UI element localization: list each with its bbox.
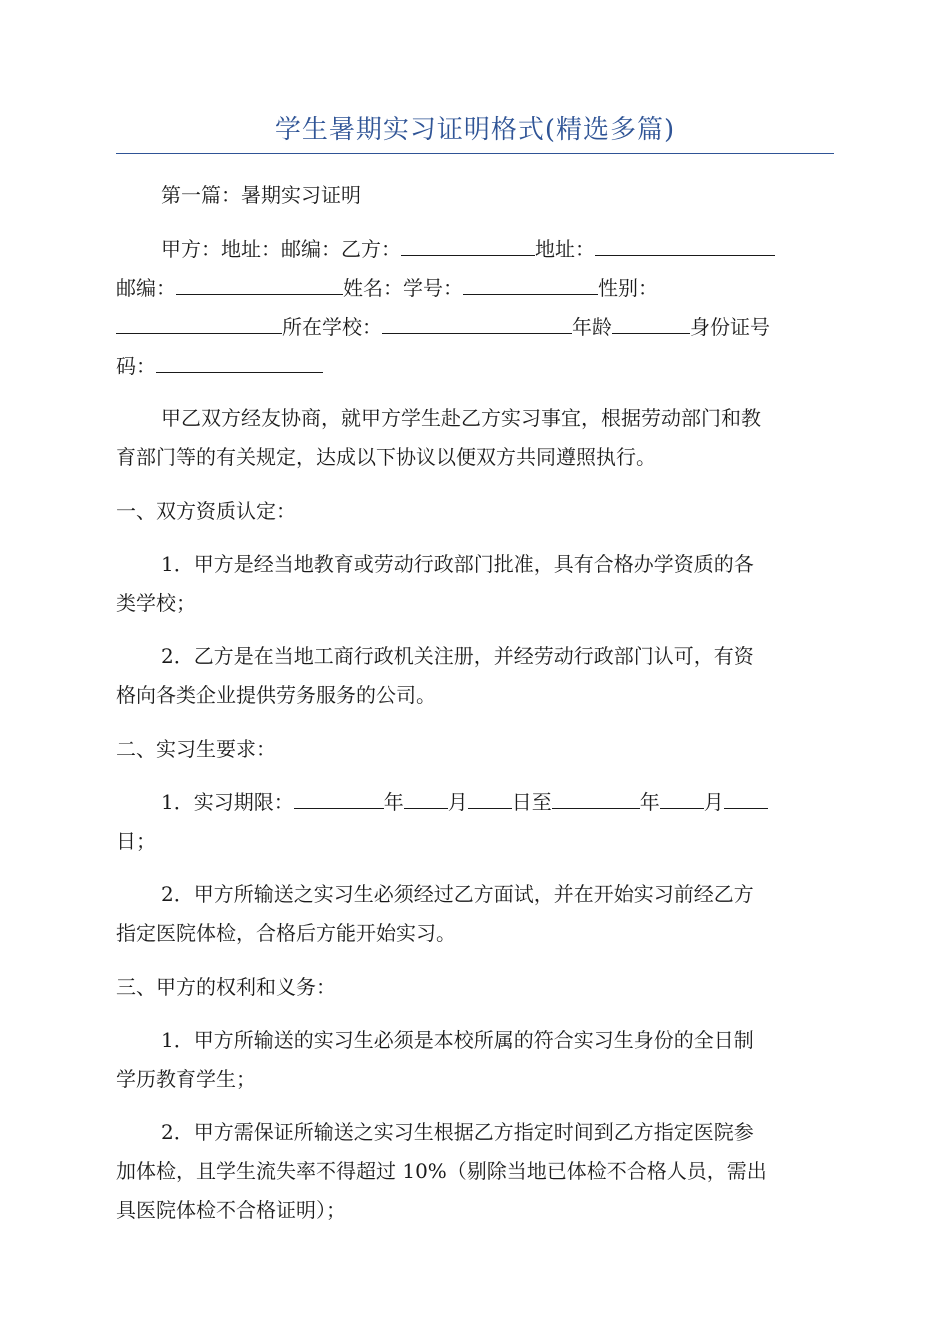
s1-item1-line-2: 类学校； <box>116 591 196 615</box>
form-label-school: 所在学校： <box>282 315 382 339</box>
internship-period-label: 1．实习期限： <box>161 790 294 814</box>
blank-student-id[interactable] <box>463 274 598 295</box>
s1-item2-line-2: 格向各类企业提供劳务服务的公司。 <box>116 683 436 707</box>
blank-address[interactable] <box>595 235 775 256</box>
form-line-3 <box>116 313 770 341</box>
blank-id-number[interactable] <box>156 352 323 373</box>
label-year: 年 <box>383 790 404 814</box>
intro-line-2: 育部门等的有关规定，达成以下协议以便双方共同遵照执行。 <box>116 445 656 469</box>
blank-start-year[interactable] <box>294 788 384 809</box>
label-month: 月 <box>703 790 724 814</box>
s2-item2-line-2: 指定医院体检，合格后方能开始实习。 <box>116 921 456 945</box>
form-label-gender: 性别： <box>598 276 658 300</box>
blank-start-month[interactable] <box>404 788 448 809</box>
section-1-heading: 一、双方资质认定： <box>116 499 296 523</box>
form-line-4 <box>116 352 323 380</box>
blank-end-month[interactable] <box>660 788 704 809</box>
label-day-to: 日至 <box>511 790 552 814</box>
s2-item2-line-1: 2．甲方所输送之实习生必须经过乙方面试，并在开始实习前经乙方 <box>161 882 754 906</box>
form-line-1 <box>161 235 775 263</box>
blank-school[interactable] <box>382 313 572 334</box>
title-underline <box>116 153 834 154</box>
s2-item1-line-2: 日； <box>116 829 156 853</box>
form-label-name-id: 姓名：学号： <box>343 276 463 300</box>
blank-end-year[interactable] <box>552 788 640 809</box>
label-year: 年 <box>639 790 660 814</box>
blank-start-day[interactable] <box>468 788 512 809</box>
blank-gender[interactable] <box>116 313 282 334</box>
blank-age[interactable] <box>612 313 690 334</box>
document-title: 学生暑期实习证明格式(精选多篇) <box>274 115 676 145</box>
s3-item1-line-1: 1．甲方所输送的实习生必须是本校所属的符合实习生身份的全日制 <box>161 1028 754 1052</box>
label-month: 月 <box>447 790 468 814</box>
s3-item2-line-1: 2．甲方需保证所输送之实习生根据乙方指定时间到乙方指定医院参 <box>161 1120 754 1144</box>
s2-item1-line-1 <box>161 788 768 816</box>
section-heading: 第一篇：暑期实习证明 <box>161 183 361 207</box>
s3-item2-line-2: 加体检，且学生流失率不得超过 10%（剔除当地已体检不合格人员，需出 <box>116 1159 767 1183</box>
blank-party-b[interactable] <box>401 235 535 256</box>
blank-postcode[interactable] <box>176 274 343 295</box>
form-label-age: 年龄 <box>572 315 612 339</box>
s3-item2-line-3: 具医院体检不合格证明）； <box>116 1198 346 1222</box>
form-label-parties: 甲方：地址：邮编：乙方： <box>161 237 401 261</box>
section-2-heading: 二、实习生要求： <box>116 737 276 761</box>
form-label-address: 地址： <box>535 237 595 261</box>
blank-end-day[interactable] <box>724 788 768 809</box>
s1-item2-line-1: 2．乙方是在当地工商行政机关注册，并经劳动行政部门认可，有资 <box>161 644 754 668</box>
form-line-2 <box>116 274 658 302</box>
s1-item1-line-1: 1．甲方是经当地教育或劳动行政部门批准，具有合格办学资质的各 <box>161 552 754 576</box>
section-3-heading: 三、甲方的权利和义务： <box>116 975 336 999</box>
intro-line-1: 甲乙双方经友协商，就甲方学生赴乙方实习事宜，根据劳动部门和教 <box>161 406 761 430</box>
form-label-postcode: 邮编： <box>116 276 176 300</box>
form-label-id-code: 码： <box>116 354 156 378</box>
form-label-id-number: 身份证号 <box>690 315 770 339</box>
s3-item1-line-2: 学历教育学生； <box>116 1067 256 1091</box>
